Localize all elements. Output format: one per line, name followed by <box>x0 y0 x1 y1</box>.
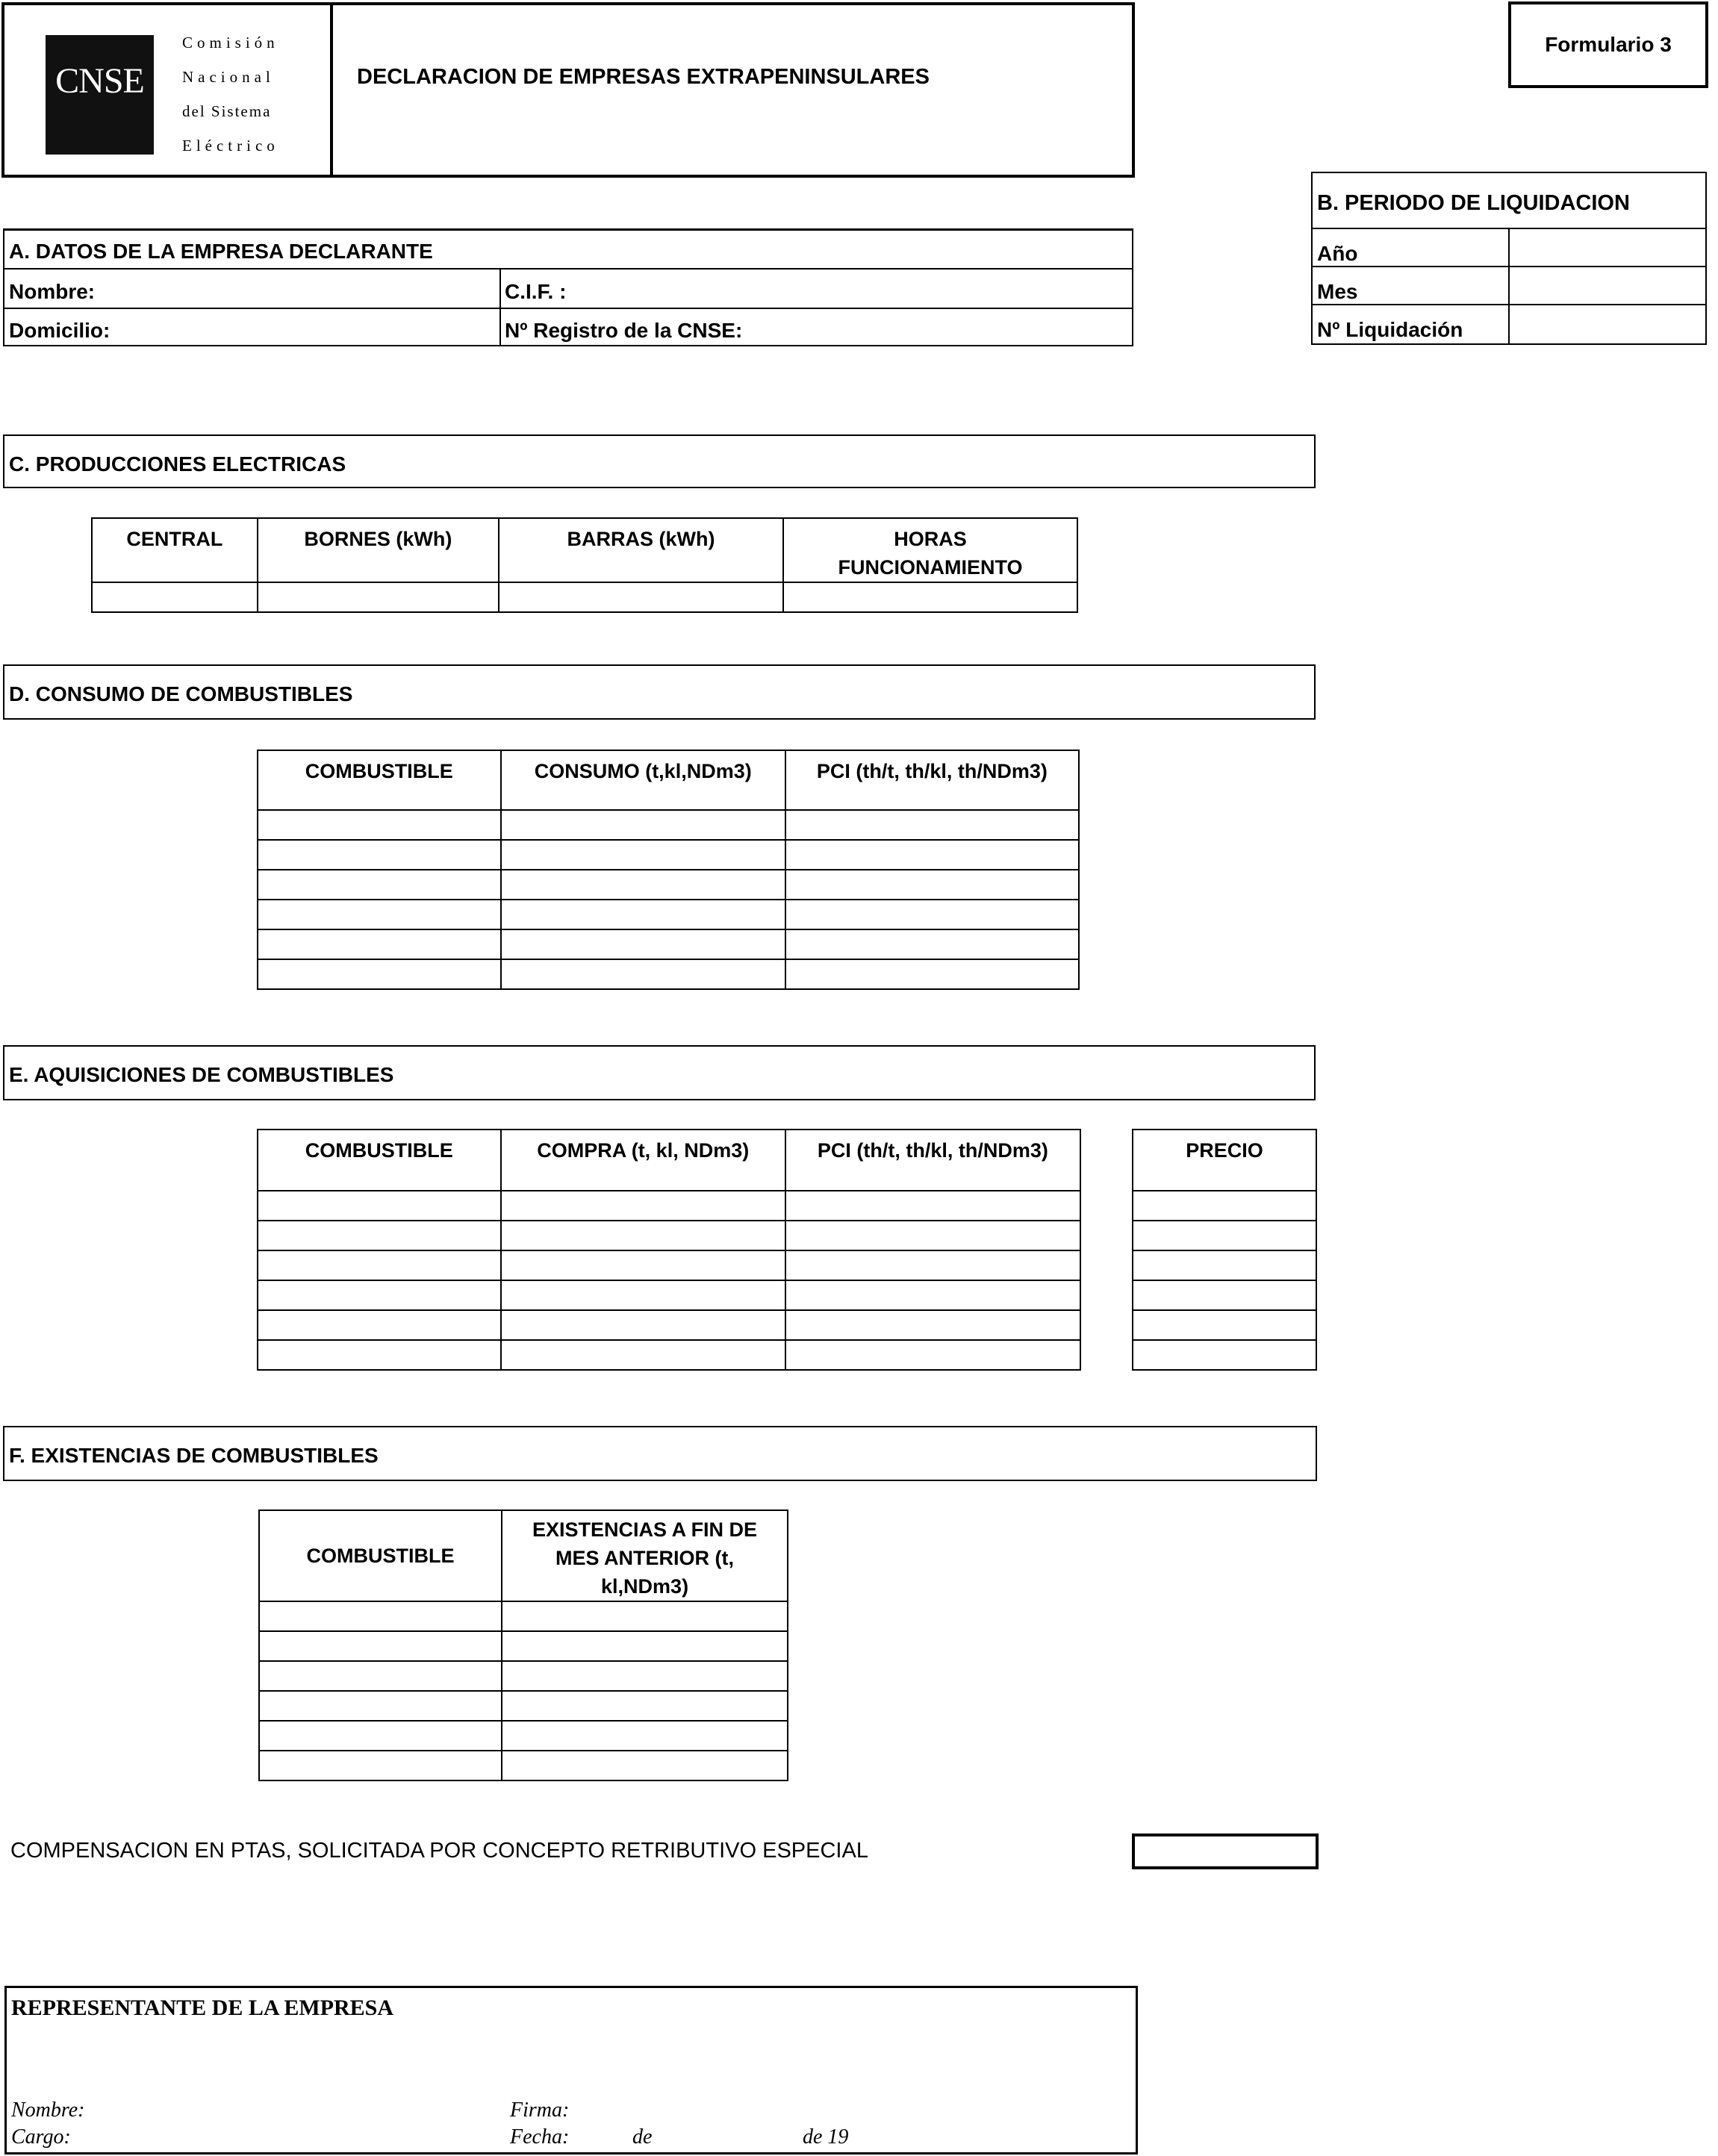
col-pci: PCI (th/t, th/kl, th/NDm3) <box>785 750 1079 810</box>
compensacion-label: COMPENSACION EN PTAS, SOLICITADA POR CONCEPTO RETRIBUTIVO ESPECIAL <box>10 1839 868 1863</box>
rep-fecha-label[interactable]: Fecha: <box>510 2125 570 2149</box>
col-precio: PRECIO <box>1133 1130 1316 1191</box>
table-cell[interactable] <box>1133 1250 1316 1280</box>
logo-text-1: Comisión <box>182 34 279 52</box>
registro-field[interactable]: Nº Registro de la CNSE: <box>505 319 743 342</box>
table-cell[interactable] <box>785 900 1079 929</box>
section-f-title: F. EXISTENCIAS DE COMBUSTIBLES <box>9 1444 379 1467</box>
domicilio-field[interactable]: Domicilio: <box>9 319 111 342</box>
col-existencias: EXISTENCIAS A FIN DE MES ANTERIOR (t, kl,NDm3) <box>502 1510 788 1601</box>
representante-box <box>4 1986 1138 2155</box>
ano-label: Año <box>1317 242 1358 265</box>
table-cell[interactable] <box>259 1661 502 1691</box>
table-cell[interactable] <box>259 1721 502 1751</box>
table-adquisiciones <box>257 1129 1081 1371</box>
representante-title: REPRESENTANTE DE LA EMPRESA <box>11 1995 394 2020</box>
table-cell[interactable] <box>258 870 501 900</box>
table-cell[interactable] <box>258 840 501 870</box>
table-cell[interactable] <box>785 1280 1080 1310</box>
table-cell[interactable] <box>785 840 1079 870</box>
table-cell[interactable] <box>258 900 501 929</box>
logo-block <box>4 5 333 176</box>
form-number-box <box>1508 1 1708 88</box>
compensacion-input[interactable] <box>1132 1833 1319 1869</box>
table-cell[interactable] <box>502 1721 788 1751</box>
table-cell[interactable] <box>92 582 258 612</box>
table-existencias <box>258 1509 788 1781</box>
table-cell[interactable] <box>785 959 1079 989</box>
section-d-title: D. CONSUMO DE COMBUSTIBLES <box>9 682 353 705</box>
section-c-title: C. PRODUCCIONES ELECTRICAS <box>9 452 346 476</box>
table-cell[interactable] <box>258 1250 501 1280</box>
table-cell[interactable] <box>501 810 785 840</box>
table-cell[interactable] <box>501 870 785 900</box>
col-horas: HORAS FUNCIONAMIENTO <box>783 518 1077 582</box>
table-cell[interactable] <box>501 929 785 959</box>
table-cell[interactable] <box>258 1310 501 1340</box>
section-f-bar <box>3 1426 1317 1481</box>
mes-label: Mes <box>1317 280 1358 303</box>
table-consumo <box>257 750 1080 990</box>
divider <box>499 268 501 346</box>
table-cell[interactable] <box>501 1280 785 1310</box>
table-cell[interactable] <box>783 582 1077 612</box>
table-cell[interactable] <box>259 1751 502 1780</box>
rep-cargo-label[interactable]: Cargo: <box>11 2125 71 2149</box>
table-cell[interactable] <box>501 1340 785 1370</box>
section-b-title: B. PERIODO DE LIQUIDACION <box>1317 191 1630 215</box>
col-barras: BARRAS (kWh) <box>499 518 783 582</box>
table-cell[interactable] <box>785 810 1079 840</box>
table-cell[interactable] <box>785 1310 1080 1340</box>
logo-mark: CNSE <box>55 61 144 101</box>
ano-input[interactable] <box>1510 229 1705 264</box>
form-title: DECLARACION DE EMPRESAS EXTRAPENINSULARES <box>357 65 930 89</box>
col-bornes: BORNES (kWh) <box>258 518 499 582</box>
section-e-bar <box>3 1045 1316 1100</box>
table-cell[interactable] <box>258 1191 501 1221</box>
table-cell[interactable] <box>502 1751 788 1780</box>
table-cell[interactable] <box>501 1221 785 1250</box>
table-cell[interactable] <box>258 810 501 840</box>
table-cell[interactable] <box>501 1310 785 1340</box>
logo-text-2: Nacional <box>182 68 275 86</box>
table-producciones <box>91 517 1078 613</box>
col-compra: COMPRA (t, kl, NDm3) <box>501 1130 785 1191</box>
table-cell[interactable] <box>259 1601 502 1631</box>
table-cell[interactable] <box>785 870 1079 900</box>
table-cell[interactable] <box>785 1250 1080 1280</box>
logo-text-3: del Sistema <box>182 102 272 120</box>
table-cell[interactable] <box>1133 1280 1316 1310</box>
col-combustible: COMBUSTIBLE <box>258 750 501 810</box>
nombre-field[interactable]: Nombre: <box>9 280 96 303</box>
table-cell[interactable] <box>259 1631 502 1661</box>
table-cell[interactable] <box>501 900 785 929</box>
rep-fecha-de2: de 19 <box>803 2125 849 2149</box>
table-cell[interactable] <box>502 1601 788 1631</box>
section-e-title: E. AQUISICIONES DE COMBUSTIBLES <box>9 1063 394 1086</box>
cif-field[interactable]: C.I.F. : <box>505 280 567 303</box>
logo-text-4: Eléctrico <box>182 137 279 155</box>
table-cell[interactable] <box>501 840 785 870</box>
rep-nombre-label[interactable]: Nombre: <box>11 2099 85 2122</box>
table-cell[interactable] <box>1133 1191 1316 1221</box>
section-d-bar <box>3 664 1316 720</box>
table-cell[interactable] <box>259 1691 502 1721</box>
table-cell[interactable] <box>785 929 1079 959</box>
col-combustible: COMBUSTIBLE <box>258 1130 501 1191</box>
divider <box>4 308 1132 309</box>
table-cell[interactable] <box>258 959 501 989</box>
mes-input[interactable] <box>1510 267 1705 302</box>
table-cell[interactable] <box>258 929 501 959</box>
rep-fecha-de1: de <box>632 2125 653 2149</box>
section-b <box>1311 172 1707 345</box>
table-cell[interactable] <box>258 1280 501 1310</box>
table-cell[interactable] <box>258 1340 501 1370</box>
table-cell[interactable] <box>502 1631 788 1661</box>
rep-firma-label[interactable]: Firma: <box>510 2099 570 2122</box>
table-cell[interactable] <box>258 582 499 612</box>
table-cell[interactable] <box>1133 1310 1316 1340</box>
table-cell[interactable] <box>1133 1221 1316 1250</box>
table-cell[interactable] <box>258 1221 501 1250</box>
table-cell[interactable] <box>502 1661 788 1691</box>
table-cell[interactable] <box>785 1191 1080 1221</box>
table-cell[interactable] <box>502 1691 788 1721</box>
header-box <box>1 2 1135 178</box>
table-cell[interactable] <box>1133 1340 1316 1370</box>
table-precio <box>1132 1129 1317 1371</box>
divider <box>4 268 1132 270</box>
table-cell[interactable] <box>501 1191 785 1221</box>
section-a <box>3 228 1133 346</box>
table-cell[interactable] <box>785 1221 1080 1250</box>
liquidacion-input[interactable] <box>1510 305 1705 343</box>
section-c-bar <box>3 434 1316 488</box>
col-consumo: CONSUMO (t,kl,NDm3) <box>501 750 785 810</box>
section-a-title: A. DATOS DE LA EMPRESA DECLARANTE <box>9 240 433 263</box>
table-cell[interactable] <box>785 1340 1080 1370</box>
col-combustible: COMBUSTIBLE <box>259 1510 502 1601</box>
liquidacion-label: Nº Liquidación <box>1317 318 1463 341</box>
table-cell[interactable] <box>501 959 785 989</box>
table-cell[interactable] <box>501 1250 785 1280</box>
col-pci: PCI (th/t, th/kl, th/NDm3) <box>785 1130 1080 1191</box>
logo-square <box>46 35 154 155</box>
form-number: Formulario 3 <box>1545 33 1672 56</box>
table-cell[interactable] <box>499 582 783 612</box>
col-central: CENTRAL <box>92 518 258 582</box>
